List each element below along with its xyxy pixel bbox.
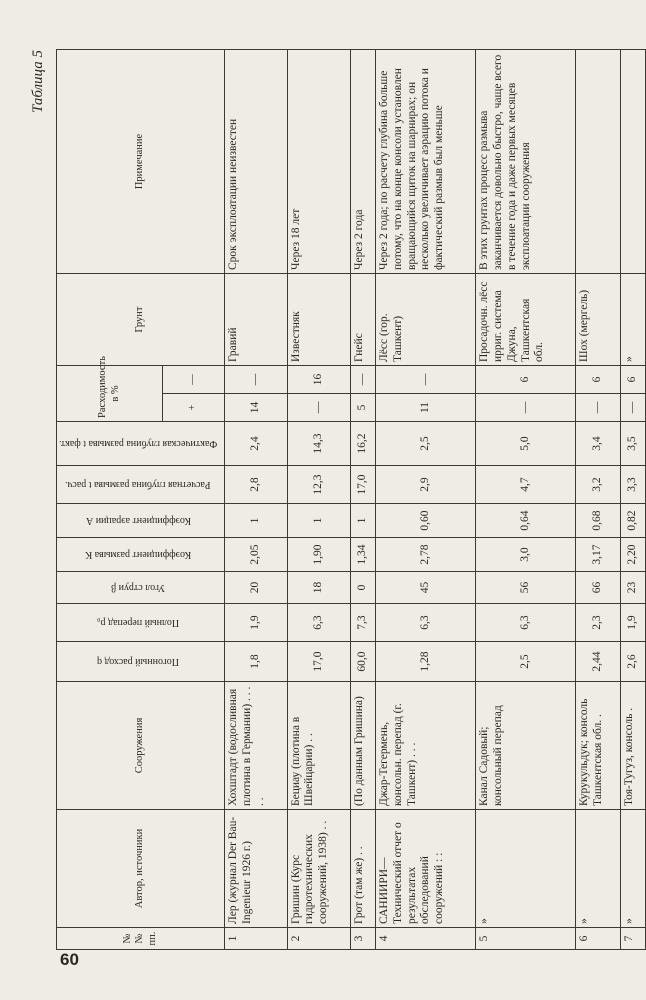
minus-cell: 6 <box>476 366 576 394</box>
t-fact-cell: 2,4 <box>224 422 287 466</box>
header-q: Погонный расход q <box>57 642 225 682</box>
q-cell: 17,0 <box>287 642 350 682</box>
t-fact-cell: 3,5 <box>620 422 646 466</box>
t-fact-cell: 5,0 <box>476 422 576 466</box>
note-cell: Срок эксплоатации неизвестен <box>224 50 287 274</box>
t-calc-cell: 4,7 <box>476 466 576 504</box>
header-p0: Полный перепад p₀ <box>57 604 225 642</box>
angle-cell: 23 <box>620 572 646 604</box>
soil-cell: Гравий <box>224 274 287 366</box>
table-row <box>620 50 646 950</box>
angle-cell: 45 <box>375 572 475 604</box>
t-fact-cell: 2,5 <box>375 422 475 466</box>
minus-cell: 6 <box>620 366 646 394</box>
p0-cell: 7,3 <box>350 604 375 642</box>
plus-cell: — <box>287 394 350 422</box>
k-cell: 2,05 <box>224 538 287 572</box>
header-a: Коэффициент аэрации A <box>57 504 225 538</box>
header-soil: Грунт <box>57 274 225 366</box>
header-plus: + <box>163 394 225 422</box>
minus-cell: 6 <box>576 366 620 394</box>
soil-cell: Лёсс (гор. Ташкент) <box>375 274 475 366</box>
t-calc-cell: 12,3 <box>287 466 350 504</box>
a-cell: 1 <box>287 504 350 538</box>
author-cell: Лер (журнал Der Bau-Ingenieur 1926 г.) <box>224 810 287 928</box>
table-row <box>287 50 350 950</box>
p0-cell: 6,3 <box>476 604 576 642</box>
note-cell <box>576 50 620 274</box>
table-row <box>350 50 375 950</box>
soil-cell: Просадочн. лёсс ирриг. система Джуна, Ташкентская обл. <box>476 274 576 366</box>
structure-cell: Курукульдук; консоль Ташкентская обл. . <box>576 682 620 810</box>
p0-cell: 1,9 <box>620 604 646 642</box>
p0-cell: 6,3 <box>375 604 475 642</box>
q-cell: 2,44 <box>576 642 620 682</box>
table-body <box>224 50 645 950</box>
header-minus: — <box>163 366 225 394</box>
row-number: 5 <box>476 928 576 950</box>
structure-cell: Бециау (плотина в Швейцарии) . . <box>287 682 350 810</box>
page-number: 60 <box>60 950 79 969</box>
row-number: 6 <box>576 928 620 950</box>
author-cell: » <box>620 810 646 928</box>
k-cell: 3,17 <box>576 538 620 572</box>
row-number: 2 <box>287 928 350 950</box>
a-cell: 1 <box>350 504 375 538</box>
table-title: Таблица 5 <box>30 50 46 113</box>
t-calc-cell: 2,8 <box>224 466 287 504</box>
k-cell: 1,34 <box>350 538 375 572</box>
data-table <box>56 49 646 950</box>
t-calc-cell: 3,2 <box>576 466 620 504</box>
p0-cell: 1,9 <box>224 604 287 642</box>
q-cell: 1,8 <box>224 642 287 682</box>
structure-cell: Джар-Тегермень, консольн. перепад (г. Ташкент) . . . <box>375 682 475 810</box>
header-t-fact: Фактическая глубина размыва t факт. <box>57 422 225 466</box>
a-cell: 1 <box>224 504 287 538</box>
k-cell: 2,78 <box>375 538 475 572</box>
header-k: Коэффициент размыва K <box>57 538 225 572</box>
plus-cell: — <box>476 394 576 422</box>
k-cell: 2,20 <box>620 538 646 572</box>
structure-cell: Канал Садовый; консольный перепад <box>476 682 576 810</box>
author-cell: Гришин (Курс гидротехнических сооружений, 1938) . . <box>287 810 350 928</box>
structure-cell: (По данным Гришина) <box>350 682 375 810</box>
angle-cell: 56 <box>476 572 576 604</box>
plus-cell: 11 <box>375 394 475 422</box>
angle-cell: 0 <box>350 572 375 604</box>
author-cell: » <box>476 810 576 928</box>
header-angle: Угол струи β <box>57 572 225 604</box>
k-cell: 1,90 <box>287 538 350 572</box>
q-cell: 60,0 <box>350 642 375 682</box>
t-fact-cell: 16,2 <box>350 422 375 466</box>
q-cell: 1,28 <box>375 642 475 682</box>
author-cell: САНИИРИ—Технический отчет о результатах обследований сооружений : : <box>375 810 475 928</box>
header-deviation-group: Расходимость в % <box>57 366 163 422</box>
a-cell: 0,82 <box>620 504 646 538</box>
plus-cell: — <box>576 394 620 422</box>
note-cell: Через 2 года <box>350 50 375 274</box>
structure-cell: Хохштадт (водосливная плотина в Германии) . . . . . <box>224 682 287 810</box>
structure-cell: Тоя-Тугуз, консоль . <box>620 682 646 810</box>
soil-cell: Известняк <box>287 274 350 366</box>
t-calc-cell: 2,9 <box>375 466 475 504</box>
k-cell: 3,0 <box>476 538 576 572</box>
header-no: №№ пп. <box>57 928 225 950</box>
q-cell: 2,6 <box>620 642 646 682</box>
angle-cell: 18 <box>287 572 350 604</box>
row-number: 7 <box>620 928 646 950</box>
t-fact-cell: 3,4 <box>576 422 620 466</box>
t-calc-cell: 3,3 <box>620 466 646 504</box>
author-cell: Грот (там же) . . <box>350 810 375 928</box>
table-row <box>576 50 620 950</box>
angle-cell: 20 <box>224 572 287 604</box>
row-number: 3 <box>350 928 375 950</box>
row-number: 4 <box>375 928 475 950</box>
t-calc-cell: 17,0 <box>350 466 375 504</box>
soil-cell: Гнейс <box>350 274 375 366</box>
header-note: Примечание <box>57 50 225 274</box>
plus-cell: — <box>620 394 646 422</box>
plus-cell: 5 <box>350 394 375 422</box>
p0-cell: 2,3 <box>576 604 620 642</box>
note-cell: В этих грунтах процесс размыва заканчивается довольно быстро, чаще всего в течение года и даже первых месяцев эксплоатации сооружения <box>476 50 576 274</box>
table-row <box>476 50 576 950</box>
a-cell: 0,60 <box>375 504 475 538</box>
q-cell: 2,5 <box>476 642 576 682</box>
minus-cell: — <box>224 366 287 394</box>
p0-cell: 6,3 <box>287 604 350 642</box>
t-fact-cell: 14,3 <box>287 422 350 466</box>
header-t-calc: Расчетная глубина размыва t расч. <box>57 466 225 504</box>
plus-cell: 14 <box>224 394 287 422</box>
minus-cell: — <box>375 366 475 394</box>
row-number: 1 <box>224 928 287 950</box>
header-author: Автор, источники <box>57 810 225 928</box>
soil-cell: » <box>620 274 646 366</box>
angle-cell: 66 <box>576 572 620 604</box>
a-cell: 0,68 <box>576 504 620 538</box>
a-cell: 0,64 <box>476 504 576 538</box>
note-cell: Через 18 лет <box>287 50 350 274</box>
note-cell <box>620 50 646 274</box>
soil-cell: Шох (мергель) <box>576 274 620 366</box>
table-row <box>375 50 475 950</box>
header-structure: Сооружения <box>57 682 225 810</box>
note-cell: Через 2 года; по расчету глубина больше потому, что на конце консоли установлен вращающийся щиток на шарнирах; он несколько увеличивает аэрацию потока и фактический размыв был меньше <box>375 50 475 274</box>
minus-cell: — <box>350 366 375 394</box>
header-row <box>57 50 163 950</box>
minus-cell: 16 <box>287 366 350 394</box>
author-cell: » <box>576 810 620 928</box>
table-row <box>224 50 287 950</box>
rotated-table-block <box>30 50 638 950</box>
